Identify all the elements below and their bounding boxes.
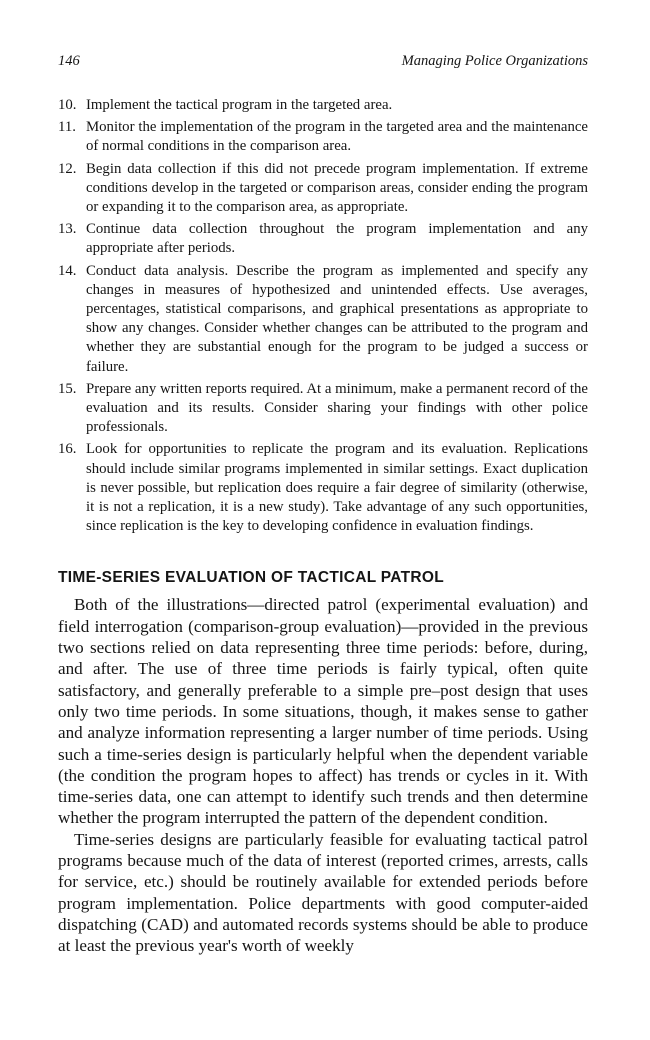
list-item xyxy=(58,380,588,438)
step-text: Implement the tactical program in the targeted area. xyxy=(86,97,393,113)
step-number: 16. xyxy=(58,441,77,458)
numbered-step-list xyxy=(58,96,588,536)
step-text: Continue data collection throughout the program implementation and any appropriate after periods. xyxy=(86,221,588,257)
book-title: Managing Police Organizations xyxy=(401,53,588,69)
list-item xyxy=(58,118,588,156)
list-item xyxy=(58,96,588,115)
list-item xyxy=(58,440,588,536)
step-text: Prepare any written reports required. At a minimum, make a permanent record of the evaluation and its results. Consider sharing your findings with other police professionals. xyxy=(86,380,588,436)
step-number: 11. xyxy=(58,119,76,136)
list-item xyxy=(58,220,588,258)
book-page xyxy=(58,52,588,957)
running-head xyxy=(58,52,588,70)
step-number: 13. xyxy=(58,221,77,238)
step-number: 14. xyxy=(58,262,77,279)
step-number: 10. xyxy=(58,97,77,113)
section-heading: TIME-SERIES EVALUATION OF TACTICAL PATROL xyxy=(58,569,445,587)
step-text: Begin data collection if this did not precede program implementation. If extreme conditions develop in the targeted or comparison areas, consider ending the program or expanding it to the comparison area, as appropriate. xyxy=(86,160,588,216)
section-body xyxy=(58,594,588,956)
page-number: 146 xyxy=(58,53,80,69)
body-paragraph: Both of the illustrations—directed patrol (experimental evaluation) and field interrogation (comparison-group evaluation)—provided in the previous two sections relied on data representing three time periods: before, during, and after. The use of three time periods is fairly typical, often quite satisfactory, and generally preferable to a simple pre–post design that uses only two time periods. In some situations, though, it makes sense to gather and analyze information representing a larger number of time periods. Using such a time-series design is particularly helpful when the dependent variable (the condition the program hopes to affect) has trends or cycles in it. With time-series data, one can attempt to identify such trends and then determine whether the program interrupted the pattern of the dependent condition. xyxy=(58,595,588,828)
step-text: Monitor the implementation of the program in the targeted area and the maintenance of normal conditions in the comparison area. xyxy=(86,119,588,155)
list-item xyxy=(58,262,588,377)
step-number: 15. xyxy=(58,380,77,397)
list-item xyxy=(58,160,588,218)
body-paragraph: Time-series designs are particularly feasible for evaluating tactical patrol programs because much of the data of interest (reported crimes, arrests, calls for service, etc.) should be routinely available for extended periods before program implementation. Police departments with good computer-aided dispatching (CAD) and automated records systems should be able to produce at least the previous year's worth of weekly xyxy=(58,829,588,956)
step-text: Look for opportunities to replicate the program and its evaluation. Replications should include similar programs implemented in similar settings. Exact duplication is never possible, but replication does require a fair degree of similarity (otherwise, it is not a replication, it is a new study). Take advantage of any such opportunities, since replication is the key to developing confidence in evaluation findings. xyxy=(86,441,588,535)
step-number: 12. xyxy=(58,160,77,177)
step-text: Conduct data analysis. Describe the program as implemented and specify any changes in measures of hypothesized and unintended effects. Use averages, percentages, statistical comparisons, and graphical presentations as appropriate to show any changes. Consider whether changes can be attributed to the program and whether they are substantial enough for the program to be judged a success or failure. xyxy=(86,262,588,375)
